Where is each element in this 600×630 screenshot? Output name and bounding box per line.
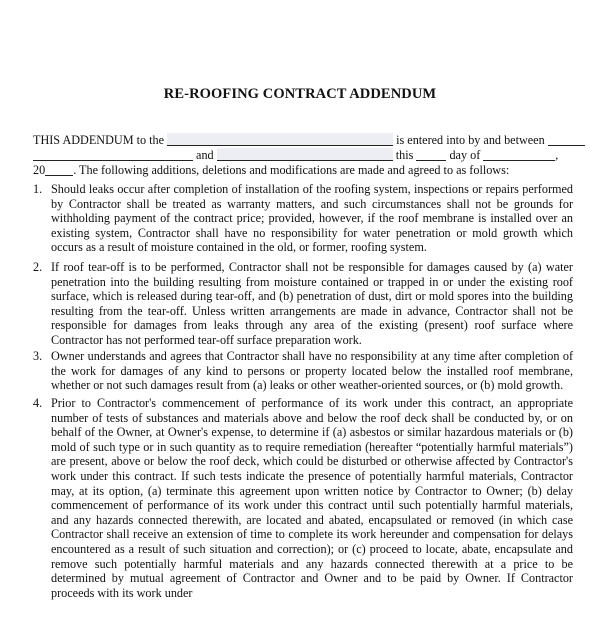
item-number: 2.: [33, 260, 43, 274]
list-item: [33, 260, 573, 348]
item-number: 4.: [33, 396, 43, 410]
item-text: Owner understands and agrees that Contractor shall have no responsibility at any time after completion of the work for damages of any kind to persons or property located below the installed roof membrane, whether or not such damages result from (a) leaks or other weather-oriented sources, or (b) mold growth.: [51, 349, 573, 393]
intro-line-3: [33, 163, 509, 178]
item-text: Should leaks occur after completion of installation of the roofing system, inspections or repairs performed by Contractor shall be treated as warranty matters, and such circumstances shall not be grounds for withholding payment of the contract price; provided, however, if the roof membrane is installed over an existing system, Contractor shall have no responsibility for water penetration or mold growth which occurs as a result of moisture contained in the old, or former, roofing system.: [51, 182, 573, 255]
intro-line-2: [33, 148, 558, 163]
intro-text: THIS ADDENDUM to the: [33, 133, 165, 147]
item-number: 1.: [33, 182, 43, 196]
item-text: If roof tear-off is to be performed, Contractor shall not be responsible for damages caused by (a) water penetration into the building resulting from moisture contained or trapped in or under the existing roof surface, which is released during tear-off, and (b) penetration of dust, dirt or mold spores into the building resulting from the tear-off. Unless written arrangements are made in advance, Contractor shall not be responsible for damages from leaks through any area of the existing (present) roof surface where Contractor has not performed tear-off surface preparation work.: [51, 260, 573, 347]
list-item: [33, 182, 573, 255]
intro-text: ,: [555, 148, 559, 162]
party-two-field[interactable]: [217, 148, 393, 161]
contract-name-field[interactable]: [167, 133, 393, 146]
party-one-field-cont[interactable]: [33, 148, 193, 161]
document-title: RE-ROOFING CONTRACT ADDENDUM: [163, 86, 437, 102]
item-text: Prior to Contractor's commencement of performance of its work under this contract, an appropriate number of tests of substances and materials above and below the roof deck shall be conducted by, or on behalf of the Owner, at Owner's expense, to determine if (a) asbestos or similar hazardous materials or (b) mold of such type or in such quantity as to require remediation (hereafter “potentially harmful materials”) are present, above or below the roof deck, which could be disturbed or otherwise affected by Contractor's work under this contract. If such tests indicate the presence of potentially harmful materials, Contractor may, at its option, (a) terminate this agreement upon written notice by Contractor to Owner; (b) delay commencement of performance of its work under this contract until such potentially harmful materials, and any hazards connected therewith, are located and abated, encapsulated or removed (in which case Contractor shall receive an extension of time to complete its work hereunder and compensation for delays encountered as a result of such situation and correction); or (c) proceed to locate, abate, encapsulate and remove such potentially harmful materials and any hazards connected therewith at a price to be determined by mutual agreement of Contractor and Owner and to be paid by Owner. If Contractor proceeds with its work under: [51, 396, 573, 600]
intro-text: day of: [449, 148, 481, 162]
year-prefix: 20: [33, 163, 46, 177]
month-field[interactable]: [483, 148, 555, 161]
intro-text: is entered into by and between: [396, 133, 545, 147]
intro-text: and: [196, 148, 214, 162]
list-item: [33, 349, 573, 393]
intro-text: . The following additions, deletions and modifications are made and agreed to as follows:: [73, 163, 510, 177]
year-field[interactable]: [45, 163, 73, 176]
list-item: [33, 396, 573, 600]
page-cutoff-fade: [0, 604, 600, 630]
party-one-field[interactable]: [548, 133, 585, 146]
item-number: 3.: [33, 349, 43, 363]
intro-line-1: [33, 133, 585, 148]
intro-text: this: [395, 148, 414, 162]
day-field[interactable]: [416, 148, 446, 161]
